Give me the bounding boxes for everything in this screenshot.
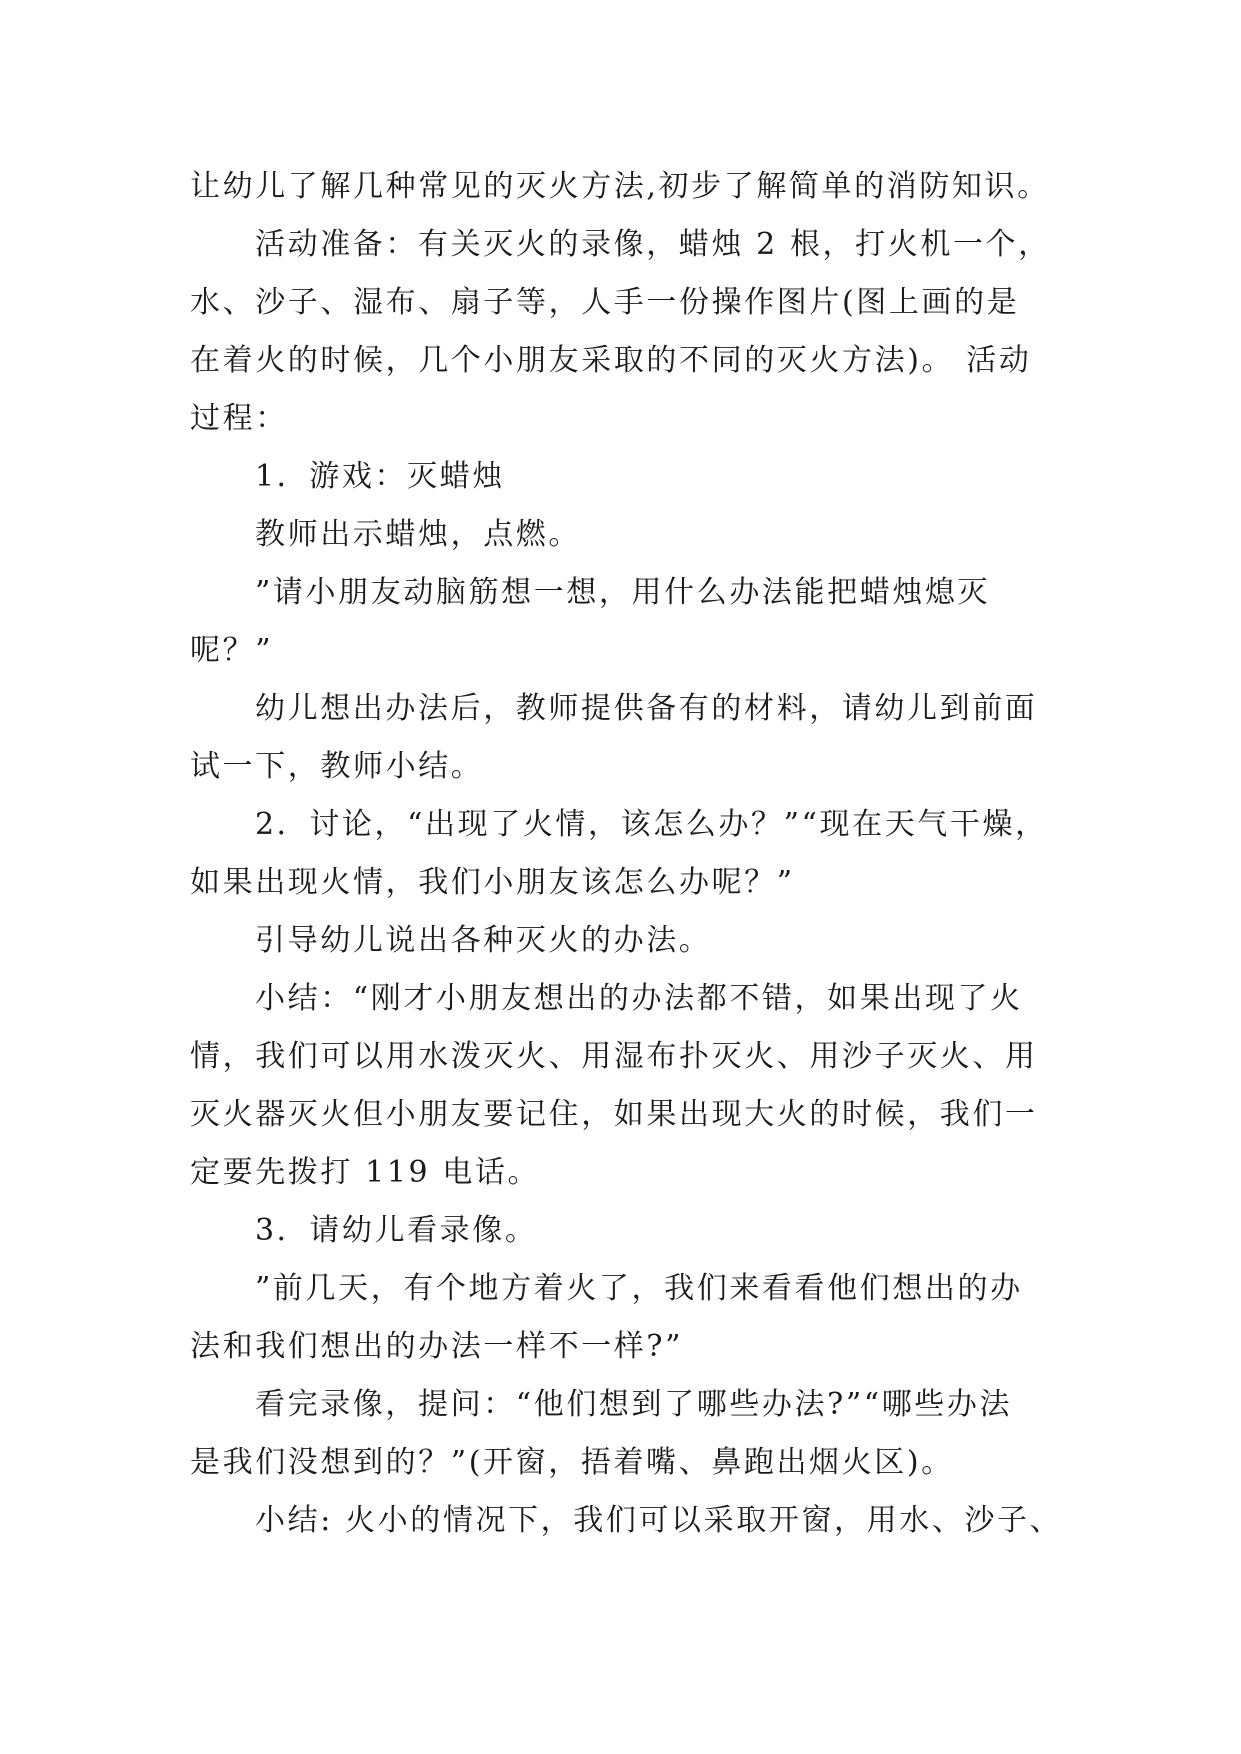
text-line: 看完录像，提问：“他们想到了哪些办法?”“哪些办法 [255,1387,1013,1422]
text-line: 水、沙子、湿布、扇子等，人手一份操作图片(图上画的是 [190,285,1020,320]
text-line: 情，我们可以用水泼灭火、用湿布扑灭火、用沙子灭火、用 [190,1039,1038,1074]
text-line: 呢？” [190,633,274,668]
text-line: ”请小朋友动脑筋想一想，用什么办法能把蜡烛熄灭 [255,575,991,610]
text-line: 幼儿想出办法后，教师提供备有的材料，请幼儿到前面 [255,691,1038,726]
text-line: 引导幼儿说出各种灭火的办法。 [255,923,712,958]
text-line: 教师出示蜡烛，点燃。 [255,517,581,552]
text-line: 法和我们想出的办法一样不一样?” [190,1329,684,1364]
text-line: ”前几天，有个地方着火了，我们来看看他们想出的办 [255,1271,1023,1306]
text-line: 让幼儿了解几种常见的灭火方法,初步了解简单的消防知识。 [190,169,1050,204]
text-line: 如果出现火情，我们小朋友该怎么办呢？” [190,865,795,900]
text-line: 1．游戏：灭蜡烛 [255,459,505,494]
text-line: 试一下，教师小结。 [190,749,484,784]
text-line: 在着火的时候，几个小朋友采取的不同的灭火方法)。 活动 [190,343,1032,378]
text-line: 活动准备：有关灭火的录像，蜡烛 2 根，打火机一个， [255,227,1051,262]
text-line: 3．请幼儿看录像。 [255,1213,538,1248]
text-line: 过程： [190,401,288,436]
text-line: 灭火器灭火但小朋友要记住，如果出现大火的时候，我们一 [190,1097,1038,1132]
text-line: 小结: 火小的情况下，我们可以采取开窗，用水、沙子、 [255,1503,1063,1538]
text-line: 是我们没想到的？”(开窗，捂着嘴、鼻跑出烟火区)。 [190,1445,954,1480]
text-line: 2．讨论，“出现了火情，该怎么办？”“现在天气干燥， [255,807,1048,842]
text-line: 小结：“刚才小朋友想出的办法都不错，如果出现了火 [255,981,1023,1016]
text-line: 定要先拨打 119 电话。 [190,1155,541,1190]
